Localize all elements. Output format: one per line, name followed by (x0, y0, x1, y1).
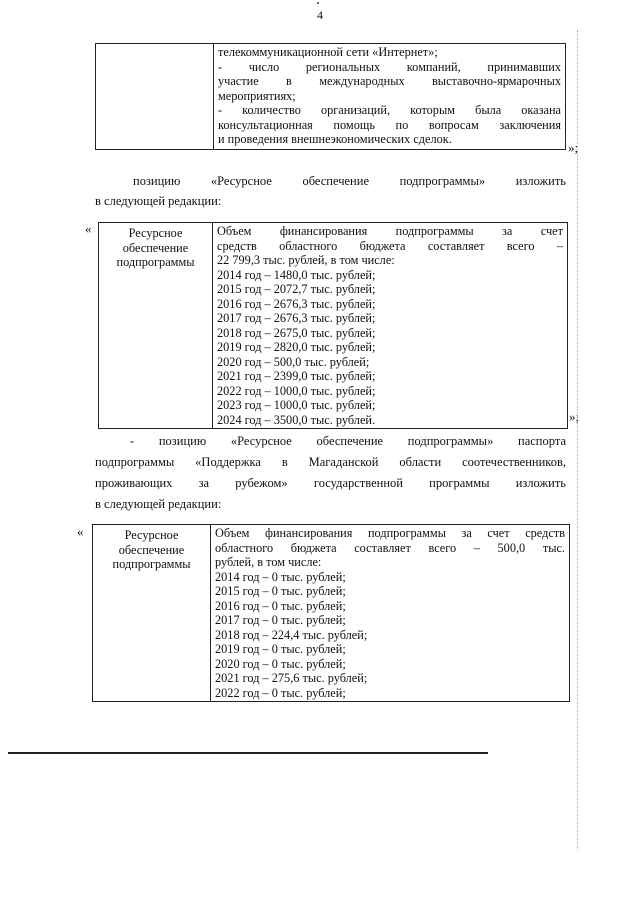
year-line: 2018 год – 224,4 тыс. рублей; (215, 627, 368, 642)
year-line: 2017 год – 2676,3 тыс. рублей; (217, 311, 376, 325)
intro-line: рублей, в том числе: (215, 555, 322, 569)
table-content-cell (213, 223, 568, 429)
year-line: 2017 год – 0 тыс. рублей; (215, 613, 346, 627)
table-label-cell (99, 223, 213, 429)
year-line: 2020 год – 500,0 тыс. рублей; (217, 354, 370, 369)
resource-table (92, 524, 570, 702)
year-line: 2021 год – 275,6 тыс. рублей; (215, 671, 368, 685)
label-line: обеспечение (122, 240, 189, 255)
scan-dot (317, 2, 319, 4)
closing-quote: »; (569, 409, 580, 424)
resource-table (98, 222, 568, 429)
paragraph-line: позицию «Ресурсное обеспечение подпрограммы» изложить (133, 174, 566, 188)
page-cut-rule (8, 752, 488, 754)
table-row (99, 223, 568, 429)
table-continuation (95, 43, 566, 150)
intro-line: областного бюджета составляет всего – 500,0 тыс. (215, 540, 565, 555)
table-row (93, 525, 570, 702)
year-line: 2022 год – 0 тыс. рублей; (215, 685, 346, 700)
paragraph-line: проживающих за рубежом» государственной программы изложить (95, 476, 566, 490)
label-line: обеспечение (118, 542, 185, 557)
opening-quote: « (85, 221, 92, 236)
year-line: 2020 год – 0 тыс. рублей; (215, 656, 346, 671)
label-line: Ресурсное (128, 226, 183, 240)
table-label-cell (93, 525, 211, 702)
table-row (96, 44, 566, 150)
label-line: Ресурсное (124, 528, 179, 542)
table-line: и проведения внешнеэкономических сделок. (218, 132, 452, 146)
scan-edge-line (577, 30, 578, 850)
intro-line: Объем финансирования подпрограммы за счет (217, 224, 563, 238)
year-line: 2019 год – 0 тыс. рублей; (215, 642, 346, 656)
paragraph-line: подпрограммы «Поддержка в Магаданской области соотечественников, (95, 455, 566, 469)
table-line: участие в международных выставочно-ярмарочных (218, 74, 561, 88)
table-label-cell (96, 44, 214, 150)
table-line: - число региональных компаний, принимавших (218, 59, 561, 74)
label-line: подпрограммы (112, 557, 191, 571)
opening-quote: « (77, 524, 84, 539)
year-line: 2014 год – 0 тыс. рублей; (215, 569, 346, 584)
year-line: 2015 год – 0 тыс. рублей; (215, 584, 346, 598)
year-line: 2014 год – 1480,0 тыс. рублей; (217, 267, 376, 282)
year-line: 2019 год – 2820,0 тыс. рублей; (217, 340, 376, 354)
closing-quote: »; (568, 140, 579, 155)
page-number: 4 (317, 8, 323, 22)
table-line: мероприятиях; (218, 88, 296, 103)
year-line: 2018 год – 2675,0 тыс. рублей; (217, 325, 376, 340)
table-line: телекоммуникационной сети «Интернет»; (218, 45, 438, 59)
label-line: подпрограммы (116, 255, 195, 269)
table-line: - количество организаций, которым была оказана (218, 103, 561, 117)
year-line: 2022 год – 1000,0 тыс. рублей; (217, 383, 376, 398)
year-line: 2023 год – 1000,0 тыс. рублей; (217, 398, 376, 412)
table-content-cell (214, 44, 566, 150)
paragraph-line: в следующей редакции: (95, 497, 222, 511)
intro-line: 22 799,3 тыс. рублей, в том числе: (217, 253, 395, 267)
paragraph-line: - позицию «Ресурсное обеспечение подпрограммы» паспорта (130, 434, 566, 448)
year-line: 2021 год – 2399,0 тыс. рублей; (217, 369, 376, 383)
table-content-cell (211, 525, 570, 702)
year-line: 2016 год – 2676,3 тыс. рублей; (217, 296, 376, 311)
table-line: консультационная помощь по вопросам заключения (218, 117, 561, 132)
year-line: 2024 год – 3500,0 тыс. рублей. (217, 412, 376, 427)
year-line: 2015 год – 2072,7 тыс. рублей; (217, 282, 376, 296)
intro-line: средств областного бюджета составляет всего – (217, 238, 563, 253)
paragraph-line: в следующей редакции: (95, 194, 222, 208)
year-line: 2016 год – 0 тыс. рублей; (215, 598, 346, 613)
intro-line: Объем финансирования подпрограммы за счет средств (215, 526, 565, 540)
